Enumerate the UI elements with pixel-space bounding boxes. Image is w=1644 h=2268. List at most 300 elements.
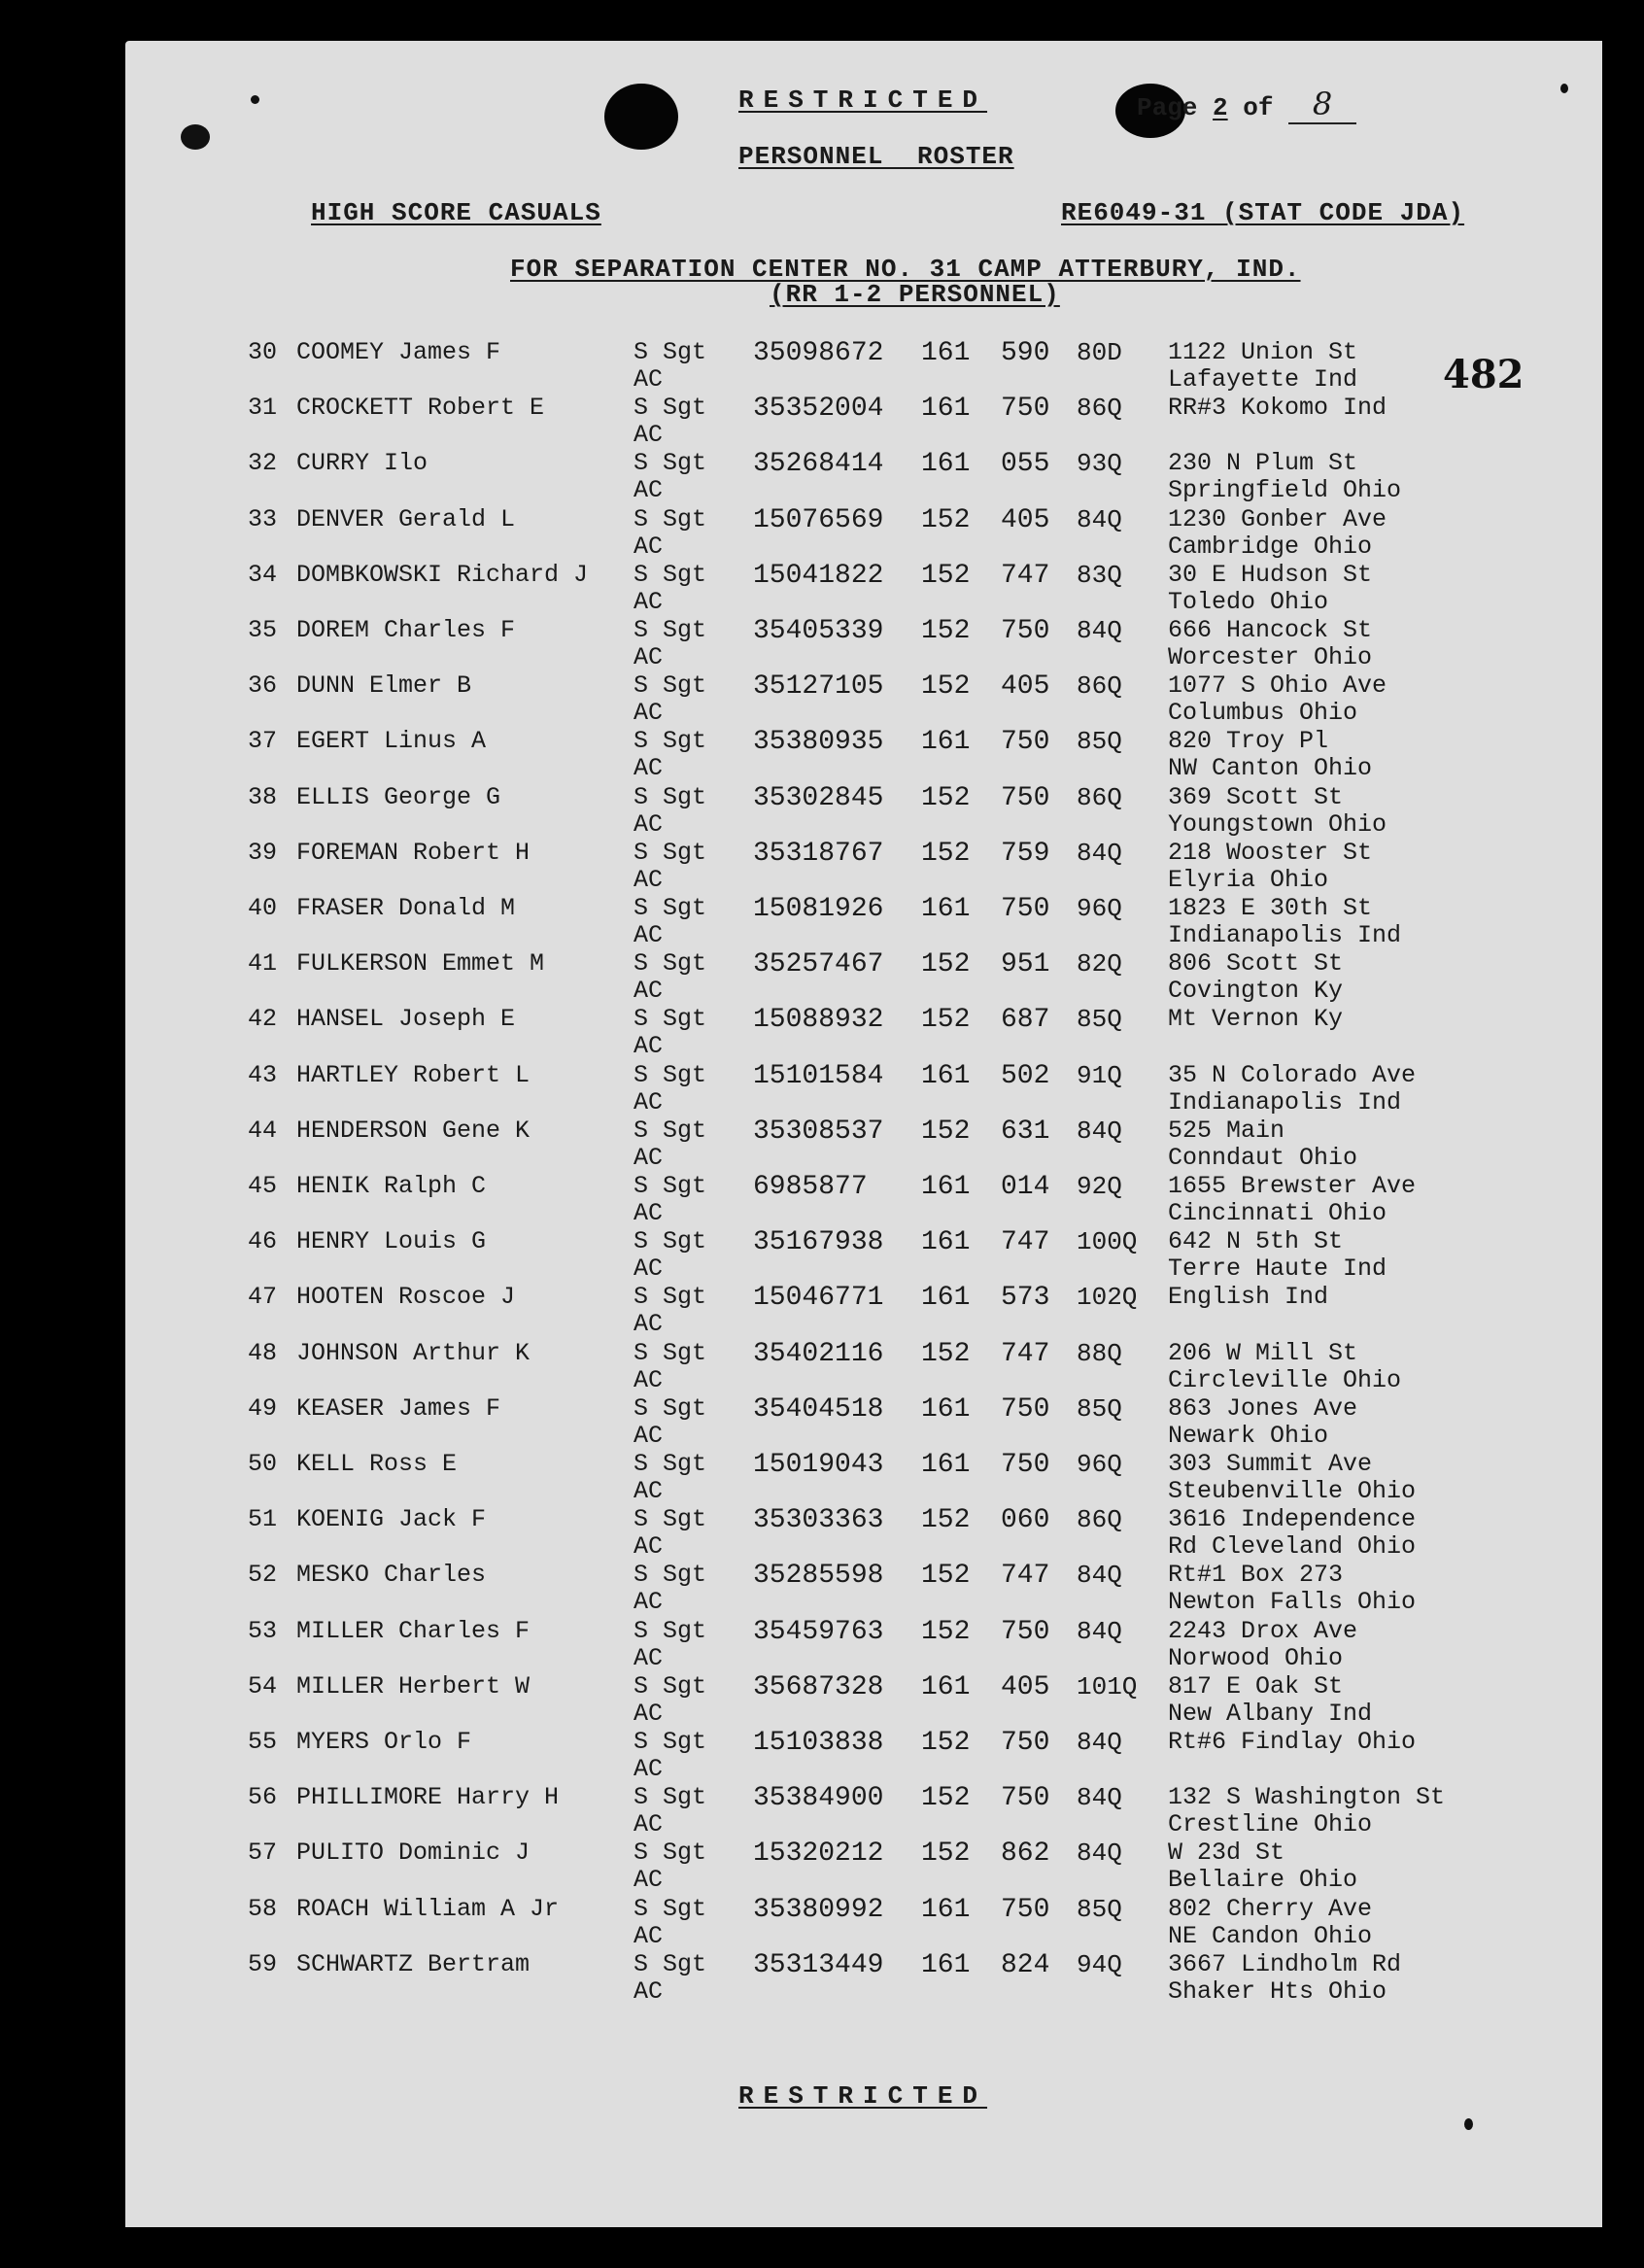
person-name: MILLER Herbert W xyxy=(296,1671,531,1701)
score: 84Q xyxy=(1077,838,1122,868)
serial-number: 15046771 xyxy=(753,1283,884,1314)
serial-number: 35127105 xyxy=(753,671,884,703)
grade: S Sgt xyxy=(634,894,707,922)
address-line-2: Newark Ohio xyxy=(1168,1421,1329,1450)
person-name: PULITO Dominic J xyxy=(296,1838,531,1868)
branch: AC xyxy=(634,1976,664,2006)
serial-number: 35405339 xyxy=(753,616,884,646)
code-a: 161 xyxy=(921,1060,971,1091)
code-b: 759 xyxy=(1001,838,1050,869)
roster-row xyxy=(0,1617,1644,1673)
roster-row xyxy=(0,1672,1644,1729)
serial-number: 35257467 xyxy=(753,949,884,980)
address-line-1: 1230 Gonber Ave xyxy=(1168,504,1387,533)
row-number: 49 xyxy=(248,1393,278,1423)
address-line-2: Crestline Ohio xyxy=(1168,1810,1373,1839)
roster-row xyxy=(0,449,1644,505)
row-number: 44 xyxy=(248,1116,278,1145)
serial-number: 35402116 xyxy=(753,1338,884,1369)
code-a: 161 xyxy=(921,338,971,368)
score: 85Q xyxy=(1077,727,1122,757)
branch: AC xyxy=(634,809,664,839)
score: 83Q xyxy=(1077,560,1122,590)
ink-speck xyxy=(1560,84,1568,93)
address-line-2: New Albany Ind xyxy=(1168,1699,1373,1728)
branch: AC xyxy=(634,421,664,450)
person-name: HENDERSON Gene K xyxy=(296,1116,531,1145)
address-line-2: Covington Ky xyxy=(1168,977,1344,1006)
code-b: 747 xyxy=(1001,1227,1050,1258)
score: 84Q xyxy=(1077,1116,1122,1146)
score: 85Q xyxy=(1077,1393,1122,1424)
grade: S Sgt xyxy=(634,616,707,644)
code-a: 161 xyxy=(921,449,971,480)
address-line-2: Indianapolis Ind xyxy=(1168,921,1402,949)
branch: AC xyxy=(634,1421,664,1450)
code-b: 750 xyxy=(1001,727,1050,758)
roster-row xyxy=(0,338,1644,395)
grade: S Sgt xyxy=(634,838,707,867)
score: 101Q xyxy=(1077,1671,1138,1701)
branch: AC xyxy=(634,1477,664,1505)
serial-number: 35318767 xyxy=(753,838,884,869)
row-number: 34 xyxy=(248,560,278,589)
code-b: 590 xyxy=(1001,338,1050,368)
address-line-2: Elyria Ohio xyxy=(1168,865,1329,894)
person-name: EGERT Linus A xyxy=(296,727,487,756)
score: 85Q xyxy=(1077,1005,1122,1035)
serial-number: 35459763 xyxy=(753,1616,884,1647)
serial-number: 35302845 xyxy=(753,782,884,813)
row-number: 43 xyxy=(248,1060,278,1089)
row-number: 41 xyxy=(248,949,278,979)
row-number: 53 xyxy=(248,1616,278,1645)
roster-row xyxy=(0,1339,1644,1395)
roster-row xyxy=(0,1561,1644,1617)
page-label: Page xyxy=(1137,93,1198,122)
row-number: 45 xyxy=(248,1172,278,1200)
person-name: CURRY Ilo xyxy=(296,449,428,478)
person-name: SCHWARTZ Bertram xyxy=(296,1949,531,1978)
row-number: 30 xyxy=(248,338,278,366)
person-name: DUNN Elmer B xyxy=(296,671,472,701)
unit-name: HIGH SCORE CASUALS xyxy=(311,198,601,227)
person-name: HANSEL Joseph E xyxy=(296,1005,516,1034)
code-b: 750 xyxy=(1001,1616,1050,1647)
code-a: 152 xyxy=(921,1338,971,1369)
grade: S Sgt xyxy=(634,1338,707,1367)
grade: S Sgt xyxy=(634,449,707,478)
serial-number: 15041822 xyxy=(753,560,884,591)
score: 91Q xyxy=(1077,1060,1122,1090)
person-name: MILLER Charles F xyxy=(296,1616,531,1645)
roster-row xyxy=(0,1950,1644,2007)
row-number: 52 xyxy=(248,1561,278,1590)
code-a: 161 xyxy=(921,1227,971,1258)
code-a: 152 xyxy=(921,1005,971,1036)
person-name: HARTLEY Robert L xyxy=(296,1060,531,1089)
score: 84Q xyxy=(1077,504,1122,534)
roster-row xyxy=(0,839,1644,895)
score: 84Q xyxy=(1077,1616,1122,1646)
address-line-2: Cincinnati Ohio xyxy=(1168,1199,1387,1227)
person-name: DENVER Gerald L xyxy=(296,504,516,533)
grade: S Sgt xyxy=(634,1393,707,1423)
roster-row xyxy=(0,1394,1644,1451)
serial-number: 35167938 xyxy=(753,1227,884,1258)
branch: AC xyxy=(634,1921,664,1950)
roster-row xyxy=(0,671,1644,728)
code-b: 405 xyxy=(1001,671,1050,703)
code-b: 502 xyxy=(1001,1060,1050,1091)
address-line-1: 802 Cherry Ave xyxy=(1168,1894,1373,1923)
code-b: 014 xyxy=(1001,1172,1050,1202)
code-b: 405 xyxy=(1001,1671,1050,1702)
address-line-1: 2243 Drox Ave xyxy=(1168,1616,1358,1645)
address-line-1: 3616 Independence xyxy=(1168,1505,1417,1534)
score: 84Q xyxy=(1077,1728,1122,1757)
roster-row xyxy=(0,1005,1644,1061)
row-number: 51 xyxy=(248,1505,278,1534)
classification-footer: RESTRICTED xyxy=(738,2081,988,2111)
score: 100Q xyxy=(1077,1227,1138,1257)
address-line-1: 30 E Hudson St xyxy=(1168,560,1373,589)
row-number: 50 xyxy=(248,1450,278,1478)
person-name: CROCKETT Robert E xyxy=(296,394,545,423)
person-name: JOHNSON Arthur K xyxy=(296,1338,531,1367)
grade: S Sgt xyxy=(634,1949,707,1978)
roster-row xyxy=(0,1450,1644,1506)
code-a: 161 xyxy=(921,1671,971,1702)
address-line-2: Cambridge Ohio xyxy=(1168,532,1373,561)
person-name: KELL Ross E xyxy=(296,1450,458,1478)
destination: FOR SEPARATION CENTER NO. 31 CAMP ATTERBURY, IND. xyxy=(510,255,1301,284)
code-b: 862 xyxy=(1001,1838,1050,1870)
score: 96Q xyxy=(1077,1450,1122,1479)
grade: S Sgt xyxy=(634,338,707,366)
address-line-2: Lafayette Ind xyxy=(1168,365,1358,394)
serial-number: 15081926 xyxy=(753,894,884,924)
address-line-2: NE Candon Ohio xyxy=(1168,1921,1373,1950)
code-a: 152 xyxy=(921,1505,971,1536)
address-line-2: Bellaire Ohio xyxy=(1168,1866,1358,1895)
person-name: COOMEY James F xyxy=(296,338,501,366)
branch: AC xyxy=(634,1143,664,1172)
personnel-type: (RR 1-2 PERSONNEL) xyxy=(770,280,1060,309)
grade: S Sgt xyxy=(634,394,707,423)
code-b: 055 xyxy=(1001,449,1050,480)
roster-row xyxy=(0,1172,1644,1228)
address-line-1: Rt#6 Findlay Ohio xyxy=(1168,1728,1417,1756)
address-line-2: Norwood Ohio xyxy=(1168,1643,1344,1672)
score: 92Q xyxy=(1077,1172,1122,1201)
roster-row xyxy=(0,1283,1644,1339)
branch: AC xyxy=(634,1087,664,1117)
address-line-1: Mt Vernon Ky xyxy=(1168,1005,1344,1034)
branch: AC xyxy=(634,865,664,894)
row-number: 37 xyxy=(248,727,278,756)
code-a: 152 xyxy=(921,1616,971,1647)
grade: S Sgt xyxy=(634,1838,707,1868)
roster-row xyxy=(0,505,1644,562)
person-name: PHILLIMORE Harry H xyxy=(296,1783,560,1812)
row-number: 36 xyxy=(248,671,278,701)
address-line-2: Columbus Ohio xyxy=(1168,699,1358,728)
serial-number: 35352004 xyxy=(753,394,884,425)
address-line-1: 303 Summit Ave xyxy=(1168,1450,1373,1478)
row-number: 46 xyxy=(248,1227,278,1256)
address-line-1: Rt#1 Box 273 xyxy=(1168,1561,1344,1590)
address-line-1: 132 S Washington St xyxy=(1168,1783,1446,1812)
grade: S Sgt xyxy=(634,1783,707,1812)
branch: AC xyxy=(634,1588,664,1617)
code-b: 750 xyxy=(1001,1450,1050,1480)
code-b: 405 xyxy=(1001,504,1050,535)
code-a: 152 xyxy=(921,1561,971,1592)
serial-number: 35308537 xyxy=(753,1116,884,1147)
person-name: DOMBKOWSKI Richard J xyxy=(296,560,589,589)
score: 80D xyxy=(1077,338,1122,367)
serial-number: 35285598 xyxy=(753,1561,884,1592)
person-name: HENIK Ralph C xyxy=(296,1172,487,1200)
address-line-1: 863 Jones Ave xyxy=(1168,1393,1358,1423)
serial-number: 15101584 xyxy=(753,1060,884,1091)
roster-row xyxy=(0,1783,1644,1839)
code-b: 750 xyxy=(1001,1894,1050,1925)
grade: S Sgt xyxy=(634,1116,707,1145)
roster-row xyxy=(0,1117,1644,1173)
code-a: 161 xyxy=(921,1172,971,1202)
page-of: of xyxy=(1243,93,1274,122)
score: 93Q xyxy=(1077,449,1122,479)
grade: S Sgt xyxy=(634,671,707,701)
person-name: FULKERSON Emmet M xyxy=(296,949,545,979)
page-current: 2 xyxy=(1213,93,1228,122)
branch: AC xyxy=(634,476,664,505)
person-name: ELLIS George G xyxy=(296,782,501,811)
grade: S Sgt xyxy=(634,1671,707,1701)
address-line-1: 1823 E 30th St xyxy=(1168,894,1373,922)
branch: AC xyxy=(634,1755,664,1783)
address-line-1: 666 Hancock St xyxy=(1168,616,1373,644)
row-number: 38 xyxy=(248,782,278,811)
code-b: 750 xyxy=(1001,1728,1050,1758)
person-name: HOOTEN Roscoe J xyxy=(296,1283,516,1312)
roster-row xyxy=(0,394,1644,450)
branch: AC xyxy=(634,1199,664,1227)
address-line-1: 369 Scott St xyxy=(1168,782,1344,811)
address-line-1: 642 N 5th St xyxy=(1168,1227,1344,1256)
roster-row xyxy=(0,561,1644,617)
code-a: 161 xyxy=(921,1450,971,1480)
code-a: 161 xyxy=(921,1393,971,1425)
ink-blot xyxy=(181,124,210,150)
code-b: 750 xyxy=(1001,894,1050,924)
branch: AC xyxy=(634,1699,664,1728)
grade: S Sgt xyxy=(634,782,707,811)
address-line-2: Conndaut Ohio xyxy=(1168,1143,1358,1172)
grade: S Sgt xyxy=(634,1005,707,1034)
address-line-1: W 23d St xyxy=(1168,1838,1285,1868)
serial-number: 6985877 xyxy=(753,1172,868,1202)
address-line-2: Rd Cleveland Ohio xyxy=(1168,1532,1417,1562)
row-number: 48 xyxy=(248,1338,278,1367)
serial-number: 15320212 xyxy=(753,1838,884,1870)
address-line-1: 230 N Plum St xyxy=(1168,449,1358,478)
row-number: 39 xyxy=(248,838,278,867)
score: 84Q xyxy=(1077,1783,1122,1813)
roster-row xyxy=(0,1728,1644,1784)
roster-row xyxy=(0,1838,1644,1895)
address-line-1: 218 Wooster St xyxy=(1168,838,1373,867)
roster-row xyxy=(0,949,1644,1006)
roster-row xyxy=(0,1505,1644,1562)
row-number: 56 xyxy=(248,1783,278,1812)
address-line-1: 1122 Union St xyxy=(1168,338,1358,366)
code-b: 750 xyxy=(1001,782,1050,813)
address-line-1: 1655 Brewster Ave xyxy=(1168,1172,1417,1200)
address-line-2: Springfield Ohio xyxy=(1168,476,1402,505)
address-line-2: Terre Haute Ind xyxy=(1168,1254,1387,1284)
score: 88Q xyxy=(1077,1338,1122,1368)
ink-speck xyxy=(251,95,259,104)
serial-number: 35687328 xyxy=(753,1671,884,1702)
score: 86Q xyxy=(1077,671,1122,702)
address-line-1: 817 E Oak St xyxy=(1168,1671,1344,1701)
grade: S Sgt xyxy=(634,1728,707,1756)
address-line-1: 35 N Colorado Ave xyxy=(1168,1060,1417,1089)
address-line-1: English Ind xyxy=(1168,1283,1329,1312)
code-b: 747 xyxy=(1001,1338,1050,1369)
branch: AC xyxy=(634,699,664,728)
address-line-2: NW Canton Ohio xyxy=(1168,754,1373,783)
code-b: 687 xyxy=(1001,1005,1050,1036)
branch: AC xyxy=(634,1810,664,1839)
grade: S Sgt xyxy=(634,1060,707,1089)
score: 84Q xyxy=(1077,616,1122,645)
branch: AC xyxy=(634,1365,664,1394)
serial-number: 35380992 xyxy=(753,1894,884,1925)
row-number: 59 xyxy=(248,1949,278,1978)
row-number: 42 xyxy=(248,1005,278,1034)
branch: AC xyxy=(634,1866,664,1895)
address-line-2: Shaker Hts Ohio xyxy=(1168,1976,1387,2006)
score: 96Q xyxy=(1077,894,1122,923)
address-line-1: 206 W Mill St xyxy=(1168,1338,1358,1367)
code-b: 824 xyxy=(1001,1949,1050,1980)
row-number: 58 xyxy=(248,1894,278,1923)
address-line-1: 1077 S Ohio Ave xyxy=(1168,671,1387,701)
roster-row xyxy=(0,1895,1644,1951)
grade: S Sgt xyxy=(634,1172,707,1200)
code-a: 161 xyxy=(921,1949,971,1980)
serial-number: 35380935 xyxy=(753,727,884,758)
code-b: 750 xyxy=(1001,1393,1050,1425)
code-a: 161 xyxy=(921,1894,971,1925)
code-a: 152 xyxy=(921,560,971,591)
person-name: KOENIG Jack F xyxy=(296,1505,487,1534)
serial-number: 35098672 xyxy=(753,338,884,368)
score: 86Q xyxy=(1077,782,1122,812)
score: 85Q xyxy=(1077,1894,1122,1924)
serial-number: 35303363 xyxy=(753,1505,884,1536)
serial-number: 35384900 xyxy=(753,1783,884,1814)
code-a: 152 xyxy=(921,671,971,703)
branch: AC xyxy=(634,587,664,616)
ink-speck xyxy=(1464,2118,1473,2130)
grade: S Sgt xyxy=(634,1450,707,1478)
grade: S Sgt xyxy=(634,1894,707,1923)
person-name: MYERS Orlo F xyxy=(296,1728,472,1756)
row-number: 47 xyxy=(248,1283,278,1312)
code-a: 152 xyxy=(921,1783,971,1814)
serial-number: 15103838 xyxy=(753,1728,884,1758)
person-name: ROACH William A Jr xyxy=(296,1894,560,1923)
branch: AC xyxy=(634,1310,664,1339)
code-a: 152 xyxy=(921,504,971,535)
serial-number: 15088932 xyxy=(753,1005,884,1036)
branch: AC xyxy=(634,1254,664,1284)
code-a: 152 xyxy=(921,616,971,646)
code-b: 750 xyxy=(1001,1783,1050,1814)
row-number: 57 xyxy=(248,1838,278,1868)
grade: S Sgt xyxy=(634,560,707,589)
branch: AC xyxy=(634,1032,664,1061)
grade: S Sgt xyxy=(634,949,707,979)
person-name: FOREMAN Robert H xyxy=(296,838,531,867)
address-line-2: Indianapolis Ind xyxy=(1168,1087,1402,1117)
code-b: 750 xyxy=(1001,394,1050,425)
punch-hole-left xyxy=(604,84,678,150)
code-a: 161 xyxy=(921,1283,971,1314)
code-a: 152 xyxy=(921,1838,971,1870)
code-a: 152 xyxy=(921,1728,971,1758)
branch: AC xyxy=(634,977,664,1006)
serial-number: 15019043 xyxy=(753,1450,884,1480)
code-a: 152 xyxy=(921,782,971,813)
address-line-2: Worcester Ohio xyxy=(1168,643,1373,671)
person-name: HENRY Louis G xyxy=(296,1227,487,1256)
grade: S Sgt xyxy=(634,1616,707,1645)
score: 102Q xyxy=(1077,1283,1138,1313)
roster-row xyxy=(0,1061,1644,1117)
row-number: 55 xyxy=(248,1728,278,1756)
code-a: 161 xyxy=(921,394,971,425)
roster-code: RE6049-31 (STAT CODE JDA) xyxy=(1061,198,1465,227)
roster-row xyxy=(0,1227,1644,1284)
grade: S Sgt xyxy=(634,504,707,533)
code-b: 750 xyxy=(1001,616,1050,646)
grade: S Sgt xyxy=(634,727,707,756)
page-stamp-number: 482 xyxy=(1443,352,1524,397)
address-line-2: Circleville Ohio xyxy=(1168,1365,1402,1394)
score: 82Q xyxy=(1077,949,1122,979)
person-name: FRASER Donald M xyxy=(296,894,516,922)
branch: AC xyxy=(634,1643,664,1672)
code-b: 747 xyxy=(1001,1561,1050,1592)
grade: S Sgt xyxy=(634,1227,707,1256)
serial-number: 15076569 xyxy=(753,504,884,535)
page-total: 8 xyxy=(1288,86,1356,124)
address-line-1: 806 Scott St xyxy=(1168,949,1344,979)
branch: AC xyxy=(634,754,664,783)
serial-number: 35313449 xyxy=(753,1949,884,1980)
roster-row xyxy=(0,616,1644,672)
grade: S Sgt xyxy=(634,1505,707,1534)
score: 84Q xyxy=(1077,1561,1122,1591)
address-line-2: Newton Falls Ohio xyxy=(1168,1588,1417,1617)
address-line-2: Toledo Ohio xyxy=(1168,587,1329,616)
